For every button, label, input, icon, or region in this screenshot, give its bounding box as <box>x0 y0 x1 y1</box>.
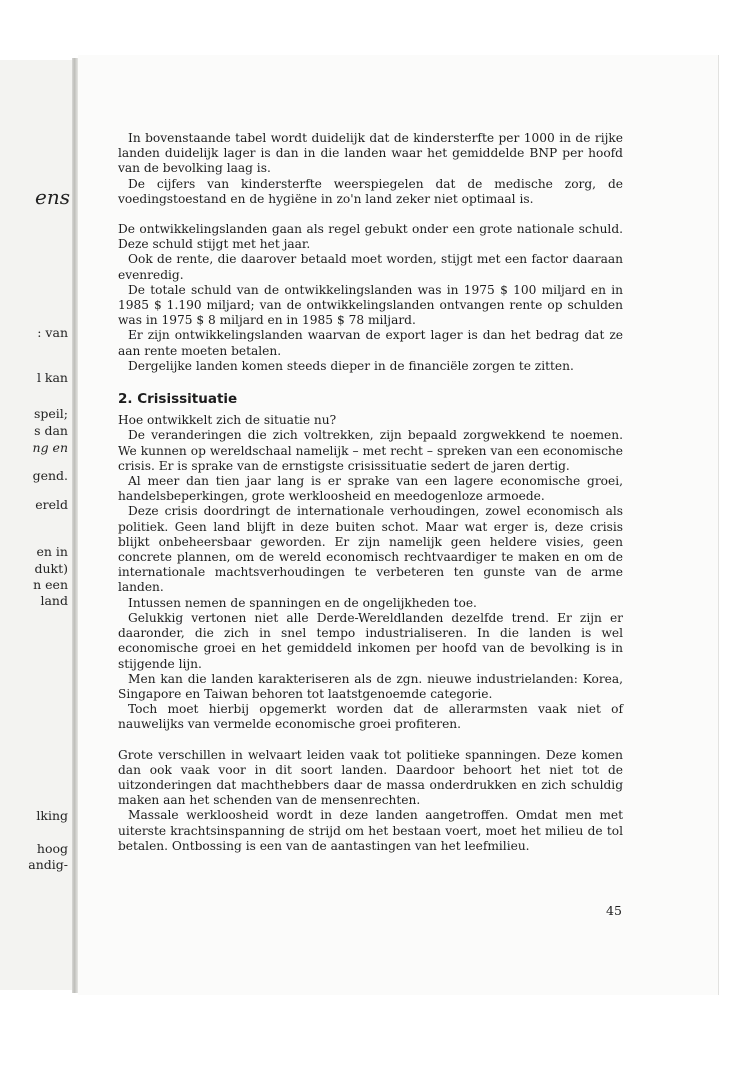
left-fragment: land <box>40 593 68 608</box>
left-fragment: speil; <box>33 406 68 421</box>
paragraph: Intussen nemen de spanningen en de ongelijkheden toe. <box>128 595 477 610</box>
paragraph: Men kan die landen karakteriseren als de zgn. nieuwe industrielanden: Korea, Singapore en Taiwan behoren tot laatstgenoemde categorie. <box>118 671 623 701</box>
left-fragment: ereld <box>35 497 68 512</box>
paragraph: Al meer dan tien jaar lang is er sprake van een lagere economische groei, handelsbeperkingen, grote werkloosheid en meedogenloze armoede. <box>118 474 623 504</box>
left-page-edge <box>0 60 75 990</box>
left-fragment: en in <box>36 544 68 559</box>
left-fragment: : van <box>37 325 68 340</box>
left-fragment: hoog <box>36 841 68 856</box>
paragraph: Massale werkloosheid wordt in deze landen aangetroffen. Omdat men met uiterste krachtsinspanning de strijd om het bestaan voert, moet het milieu de tol betalen. Ontbossing is een van de aantastingen van het leefmilieu. <box>118 808 623 853</box>
paragraph: Gelukkig vertonen niet alle Derde-Wereldlanden dezelfde trend. Er zijn er daaronder, die zich in snel tempo industrialiseren. In die landen is wel economische groei en het gemiddeld inkomen per hoofd van de bevolking is in stijgende lijn. <box>118 610 623 671</box>
page-number: 45 <box>606 903 622 918</box>
right-page <box>78 55 718 995</box>
left-fragment: gend. <box>32 468 68 483</box>
paragraph: De totale schuld van de ontwikkelingslanden was in 1975 $ 100 miljard en in 1985 $ 1.190 miljard; van de ontwikkelingslanden ontvangen rente op schulden was in 1975 $ 8 miljard en in 1985 $ 78 miljard. <box>118 282 623 328</box>
paragraph-gap <box>118 207 623 222</box>
paragraph: Er zijn ontwikkelingslanden waarvan de export lager is dan het bedrag dat ze aan rente moeten betalen. <box>118 328 623 358</box>
left-fragment: ng en <box>32 440 68 455</box>
left-fragment: s dan <box>34 423 68 438</box>
left-fragment: l kan <box>36 370 68 385</box>
left-fragment: dukt) <box>34 561 68 576</box>
paragraph: In bovenstaande tabel wordt duidelijk dat de kindersterfte per 1000 in de rijke landen duidelijk lager is dan in die landen waar het gemiddelde BNP per hoofd van de bevolking laag is. <box>118 131 623 176</box>
paragraph: De cijfers van kindersterfte weerspiegelen dat de medische zorg, de voedingstoestand en de hygiëne in zo'n land zeker niet optimaal is. <box>118 176 623 206</box>
paragraph: Hoe ontwikkelt zich de situatie nu? <box>118 413 337 428</box>
paragraph-gap <box>118 733 623 748</box>
paragraph: De ontwikkelingslanden gaan als regel gebukt onder een grote nationale schuld. Deze schuld stijgt met het jaar. <box>118 222 623 252</box>
paragraph: Deze crisis doordringt de internationale verhoudingen, zowel economisch als politiek. Geen land blijft in deze buiten schot. Maar wat erger is, deze crisis blijkt onbeheersbaar geworden. Er zijn namelijk geen heldere visies, geen concrete plannen, om de wereld economisch rechtvaardiger te maken en om de internationale machtsverhoudingen te verbeteren ten gunste van de arme landen. <box>118 504 623 595</box>
paragraph: De veranderingen die zich voltrekken, zijn bepaald zorgwekkend te noemen. We kunnen op wereldschaal namelijk – met recht – spreken van een economische crisis. Er is sprake van de ernstigste crisissituatie sedert de jaren dertig. <box>118 428 623 473</box>
paragraph: Grote verschillen in welvaart leiden vaak tot politieke spanningen. Deze komen dan ook vaak voor in dit soort landen. Daardoor behoort het niet tot de uitzonderingen dat machthebbers daar de massa onderdrukken en zich schuldig maken aan het schenden van de mensenrechten. <box>118 747 623 808</box>
left-fragment: ens <box>35 185 70 209</box>
left-fragment: n een <box>33 577 68 592</box>
left-fragment: andig- <box>28 857 68 872</box>
paragraph: Ook de rente, die daarover betaald moet worden, stijgt met een factor daaraan evenredig. <box>118 252 623 282</box>
left-fragment: lking <box>36 808 68 823</box>
paragraph: Toch moet hierbij opgemerkt worden dat de allerarmsten vaak niet of nauwelijks van vermelde economische groei profiteren. <box>118 702 623 732</box>
paragraph: Dergelijke landen komen steeds dieper in de financiële zorgen te zitten. <box>128 358 574 373</box>
section-heading: 2. Crisissituatie <box>118 391 238 408</box>
page-content <box>118 131 623 854</box>
